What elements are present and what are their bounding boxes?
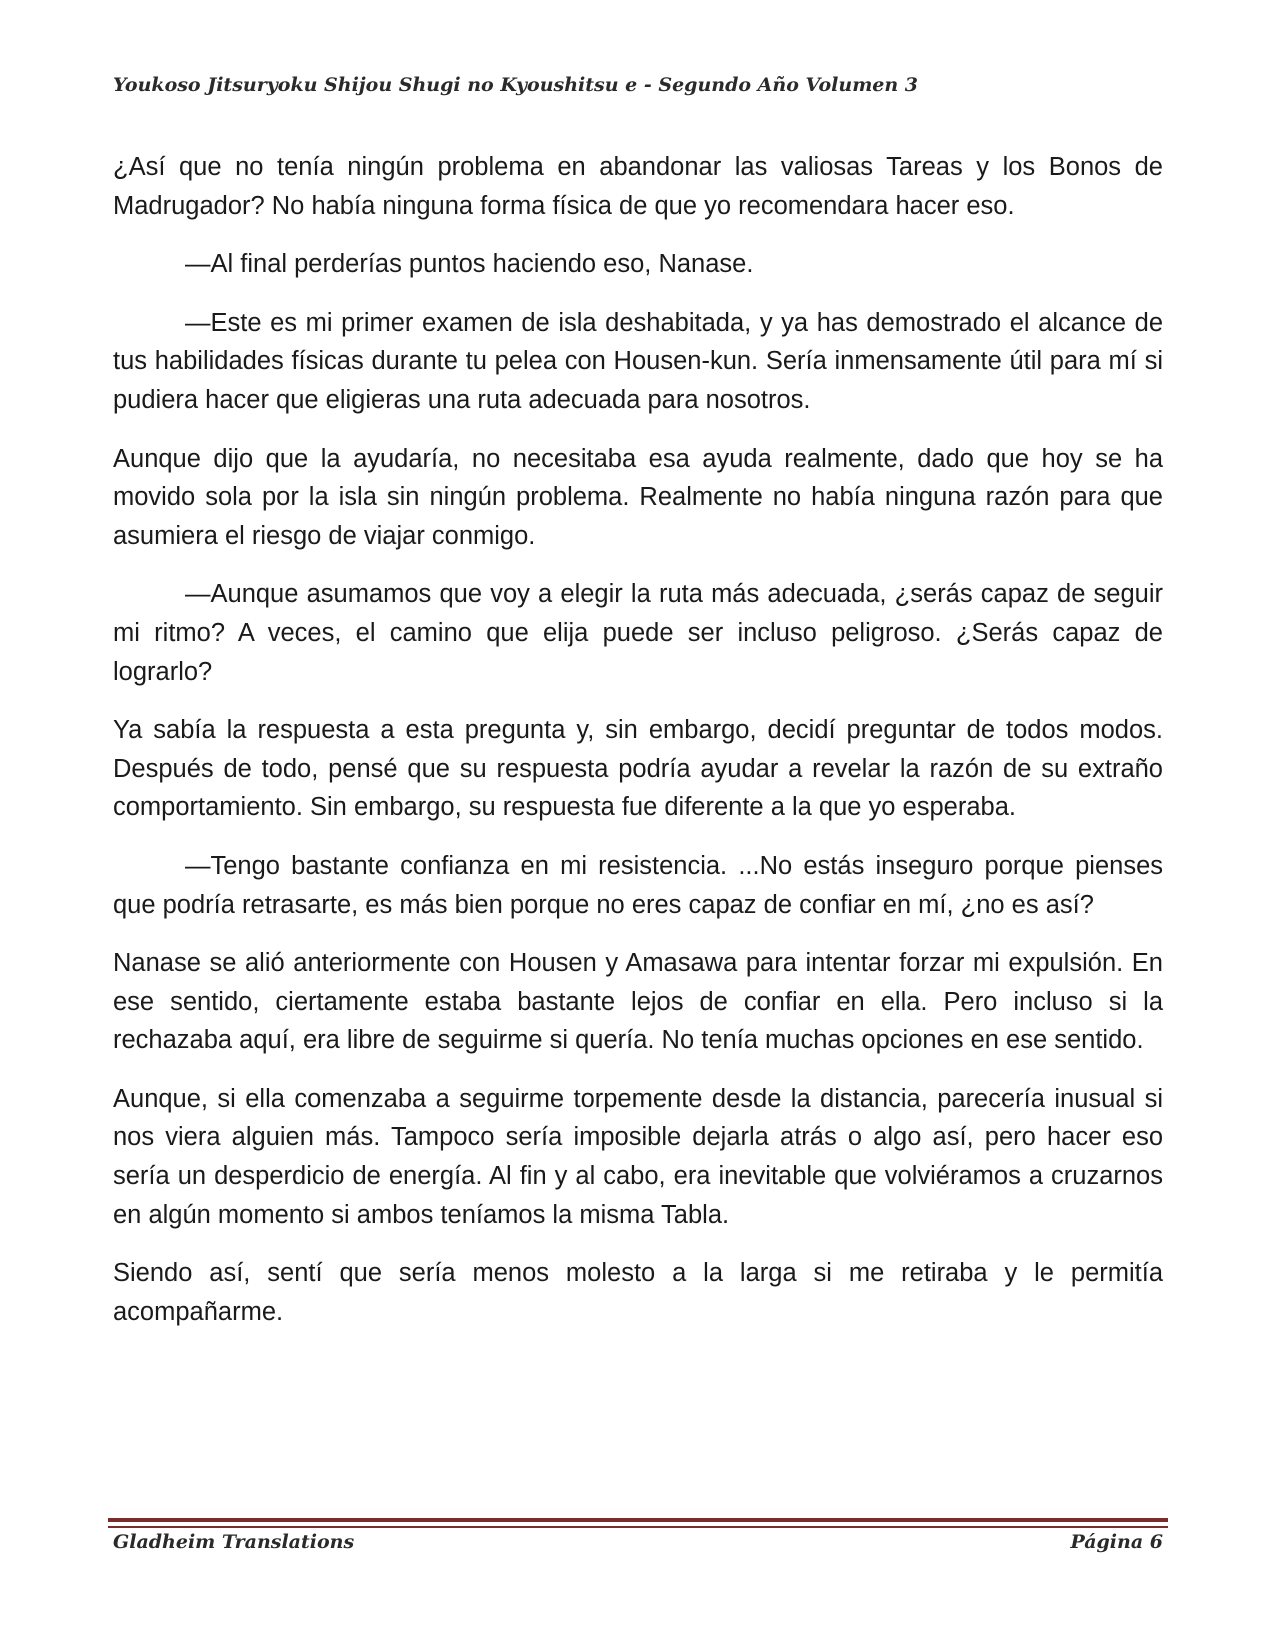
dialogue-paragraph: —Al final perderías puntos haciendo eso, Nanase. [185,250,754,279]
running-header: Youkoso Jitsuryoku Shijou Shugi no Kyoushitsu e - Segundo Año Volumen 3 [113,74,919,96]
footer-rule-thick [108,1518,1168,1522]
body-text [113,148,1163,1351]
paragraph: Aunque, si ella comenzaba a seguirme torpemente desde la distancia, parecería inusual si nos viera alguien más. Tampoco sería imposible dejarla atrás o algo así, pero hacer eso sería un desperdicio de energía. Al fin y al cabo, era inevitable que volviéramos a cruzarnos en algún momento si ambos teníamos la misma Tabla. [113,1084,1163,1229]
paragraph: ¿Así que no tenía ningún problema en abandonar las valiosas Tareas y los Bonos de Madrugador? No había ninguna forma física de que yo recomendara hacer eso. [113,153,1163,220]
paragraph: Ya sabía la respuesta a esta pregunta y, sin embargo, decidí preguntar de todos modos. Después de todo, pensé que su respuesta podría ayudar a revelar la razón de su extraño comportamiento. Sin embargo, su respuesta fue diferente a la que yo esperaba. [113,716,1163,822]
footer-page-number: Página 6 [1070,1531,1163,1553]
dialogue-paragraph: —Aunque asumamos que voy a elegir la ruta más adecuada, ¿serás capaz de seguir mi ritmo? A veces, el camino que elija puede ser incluso peligroso. ¿Serás capaz de lograrlo? [113,580,1163,686]
footer-rule-thin [108,1526,1168,1528]
paragraph: Nanase se alió anteriormente con Housen y Amasawa para intentar forzar mi expulsión. En ese sentido, ciertamente estaba bastante lejos de confiar en ella. Pero incluso si la rechazaba aquí, era libre de seguirme si quería. No tenía muchas opciones en ese sentido. [113,949,1163,1055]
paragraph: Siendo así, sentí que sería menos molesto a la larga si me retiraba y le permitía acompañarme. [113,1259,1163,1326]
dialogue-paragraph: —Tengo bastante confianza en mi resistencia. ...No estás inseguro porque pienses que podría retrasarte, es más bien porque no eres capaz de confiar en mí, ¿no es así? [113,851,1163,919]
dialogue-paragraph: —Este es mi primer examen de isla deshabitada, y ya has demostrado el alcance de tus habilidades físicas durante tu pelea con Housen-kun. Sería inmensamente útil para mí si pudiera hacer que eligieras una ruta adecuada para nosotros. [113,308,1163,414]
footer-publisher: Gladheim Translations [113,1531,355,1553]
paragraph: Aunque dijo que la ayudaría, no necesitaba esa ayuda realmente, dado que hoy se ha movido sola por la isla sin ningún problema. Realmente no había ninguna razón para que asumiera el riesgo de viajar conmigo. [113,444,1163,550]
